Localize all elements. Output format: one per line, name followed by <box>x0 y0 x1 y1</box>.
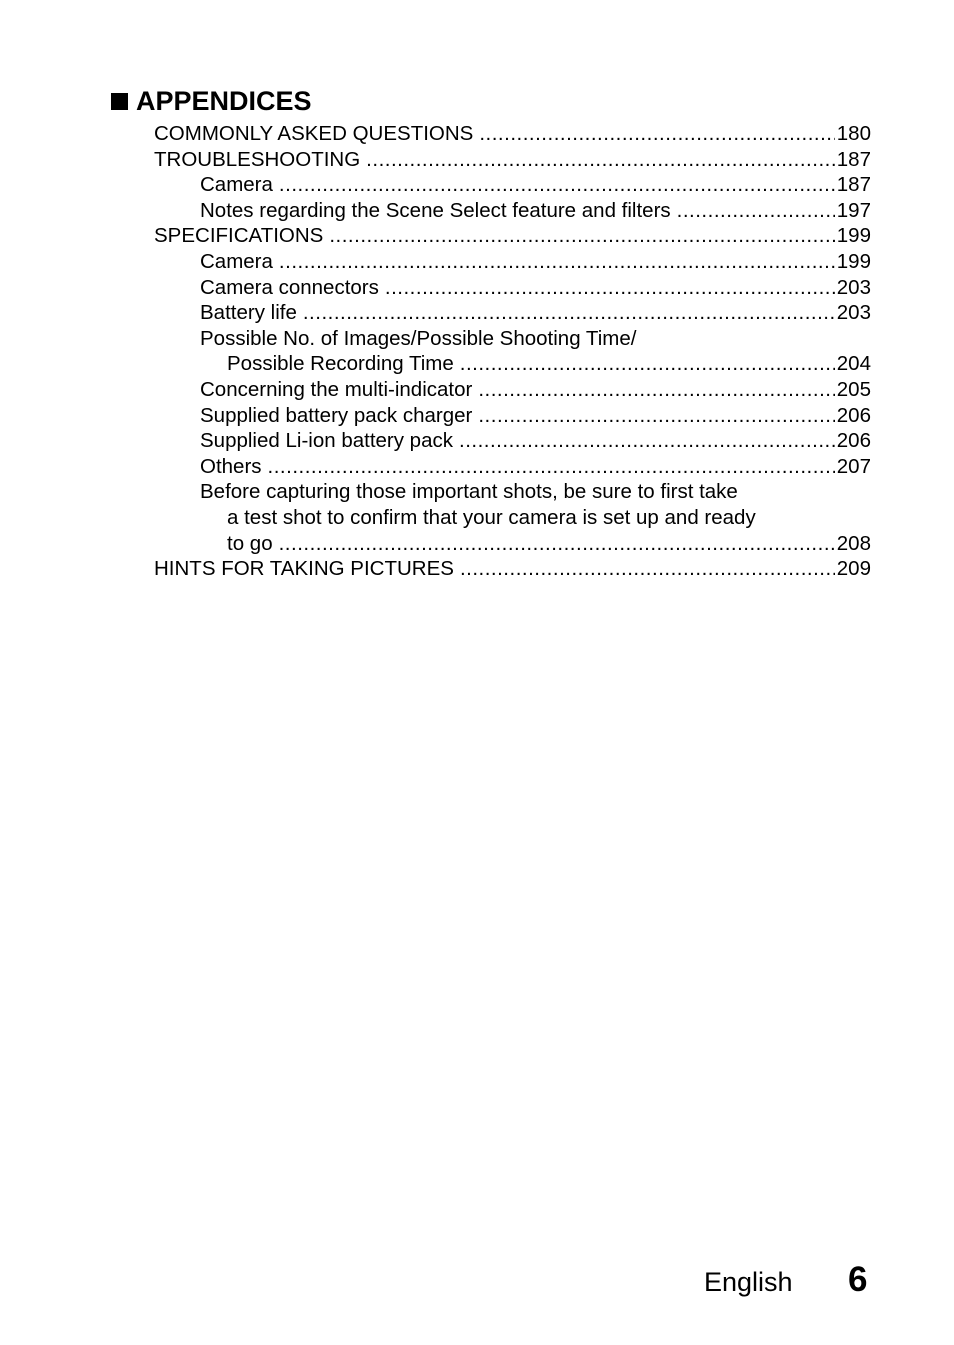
toc-entry[interactable] <box>154 223 871 249</box>
toc-entry[interactable] <box>154 147 871 173</box>
dot-leader <box>385 275 835 301</box>
toc-entry[interactable] <box>227 351 871 377</box>
toc-entry-page: 208 <box>836 532 871 555</box>
toc-entry-page: 206 <box>836 404 871 427</box>
toc-entry-page: 205 <box>836 378 871 401</box>
toc-entry-title: Supplied battery pack charger <box>200 404 473 427</box>
toc-entry-continued <box>200 479 871 505</box>
filled-square-icon <box>111 93 128 110</box>
toc-entry[interactable] <box>200 377 871 403</box>
toc-entry-title: TROUBLESHOOTING <box>154 148 361 171</box>
dot-leader <box>459 428 835 454</box>
toc-entry[interactable] <box>200 428 871 454</box>
toc-entry[interactable] <box>154 556 871 582</box>
toc-entry-title: Before capturing those important shots, be sure to first take <box>200 480 738 503</box>
toc-entry-title: Battery life <box>200 301 297 324</box>
dot-leader <box>279 249 835 275</box>
toc-entry-title: Concerning the multi-indicator <box>200 378 473 401</box>
toc-entry-page: 204 <box>836 352 871 375</box>
dot-leader <box>460 556 835 582</box>
toc-entry-title: SPECIFICATIONS <box>154 224 324 247</box>
toc-entry-title: Others <box>200 455 262 478</box>
toc-entry-title: Camera <box>200 173 273 196</box>
toc-entry-page: 203 <box>836 301 871 324</box>
toc-entry[interactable] <box>200 300 871 326</box>
dot-leader <box>268 454 835 480</box>
toc-entry-title: Possible No. of Images/Possible Shooting Time/ <box>200 327 637 350</box>
toc-entry-title: Supplied Li-ion battery pack <box>200 429 453 452</box>
footer-page-number: 6 <box>848 1260 868 1299</box>
toc-entry-title: COMMONLY ASKED QUESTIONS <box>154 122 474 145</box>
toc-entry-title: a test shot to confirm that your camera is set up and ready <box>227 506 756 529</box>
toc-entry-page: 203 <box>836 276 871 299</box>
toc-entry-page: 209 <box>836 557 871 580</box>
dot-leader <box>329 223 834 249</box>
toc-entry-page: 180 <box>836 122 871 145</box>
toc-entry-title: Notes regarding the Scene Select feature and filters <box>200 199 671 222</box>
toc-entry-title: Camera <box>200 250 273 273</box>
toc-entry[interactable] <box>200 198 871 224</box>
dot-leader <box>479 121 834 147</box>
toc-entry-page: 197 <box>836 199 871 222</box>
toc-entry-title: Camera connectors <box>200 276 379 299</box>
toc-entry[interactable] <box>200 403 871 429</box>
section-title: APPENDICES <box>136 86 312 116</box>
dot-leader <box>279 531 835 557</box>
toc-entry[interactable] <box>200 172 871 198</box>
toc-entry[interactable] <box>227 531 871 557</box>
toc-entry[interactable] <box>200 454 871 480</box>
toc-entry-page: 206 <box>836 429 871 452</box>
toc-entry-page: 207 <box>836 455 871 478</box>
section-heading <box>111 84 312 118</box>
toc-entry-continued <box>227 505 871 531</box>
toc-entry-title: HINTS FOR TAKING PICTURES <box>154 557 454 580</box>
dot-leader <box>478 403 834 429</box>
toc-entry-page: 187 <box>836 148 871 171</box>
toc-entry-continued <box>200 326 871 352</box>
dot-leader <box>279 172 835 198</box>
dot-leader <box>303 300 835 326</box>
toc-entry[interactable] <box>200 275 871 301</box>
dot-leader <box>460 351 835 377</box>
dot-leader <box>366 147 835 173</box>
toc-entry[interactable] <box>200 249 871 275</box>
toc-entry-page: 187 <box>836 173 871 196</box>
toc-entry[interactable] <box>154 121 871 147</box>
toc-entry-page: 199 <box>836 224 871 247</box>
dot-leader <box>677 198 835 224</box>
toc-entry-page: 199 <box>836 250 871 273</box>
toc-entry-title: Possible Recording Time <box>227 352 454 375</box>
dot-leader <box>478 377 834 403</box>
footer-language: English <box>704 1267 793 1297</box>
toc-entry-title: to go <box>227 532 273 555</box>
